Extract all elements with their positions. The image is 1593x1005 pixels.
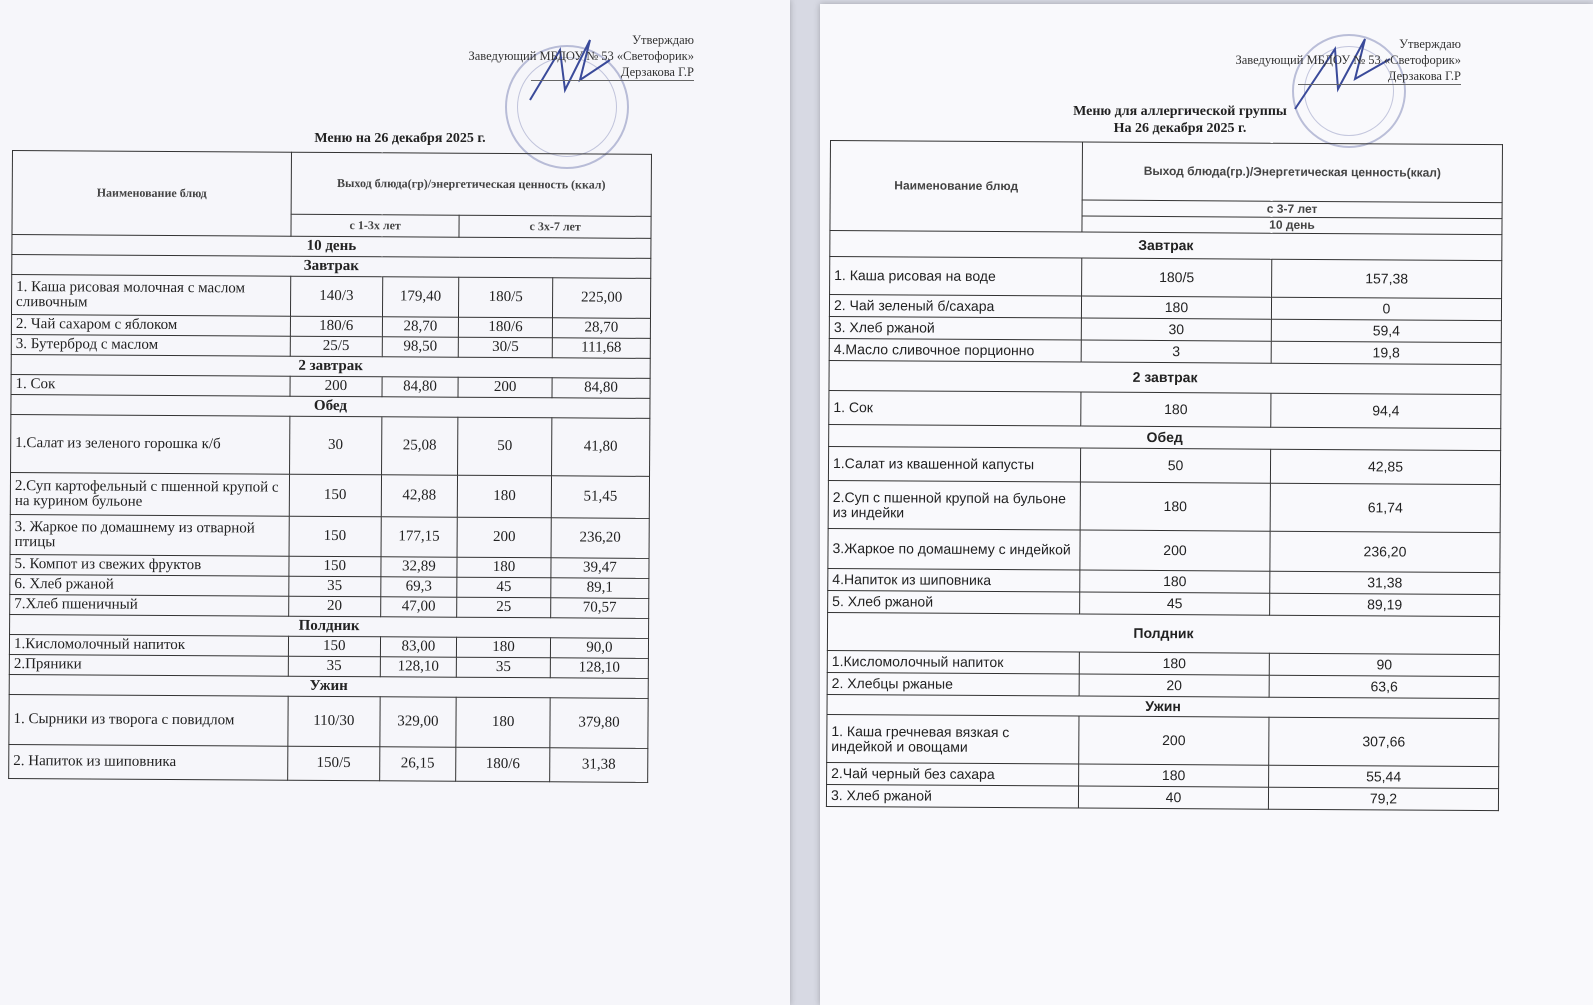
table-row bbox=[828, 528, 1500, 572]
dish-name: 1. Сырники из творога с повидлом bbox=[9, 694, 288, 746]
dish-value: 40 bbox=[1078, 786, 1268, 809]
header-age-3-7: с 3х-7 лет bbox=[459, 215, 651, 238]
dish-value: 180/6 bbox=[456, 747, 550, 782]
dish-value: 25 bbox=[457, 597, 551, 618]
dish-value: 30 bbox=[1081, 318, 1271, 341]
dish-value: 51,45 bbox=[551, 476, 649, 519]
dish-value: 84,80 bbox=[382, 377, 459, 397]
dish-value: 89,19 bbox=[1270, 593, 1500, 616]
dish-value: 140/3 bbox=[291, 276, 383, 317]
allergy-menu-table bbox=[826, 140, 1503, 811]
dish-name: 1. Каша рисовая молочная с маслом сливочным bbox=[11, 275, 290, 317]
dish-name: 2. Чай зеленый б/сахара bbox=[829, 295, 1081, 319]
dish-value: 150 bbox=[289, 556, 381, 577]
dish-name: 5. Компот из свежих фруктов bbox=[10, 554, 289, 576]
dish-value: 47,00 bbox=[380, 597, 457, 617]
table-row bbox=[829, 390, 1501, 428]
section-title: Ужин bbox=[827, 694, 1499, 718]
dish-value: 379,80 bbox=[550, 698, 648, 749]
dish-value: 41,80 bbox=[551, 418, 649, 477]
section-title: Полдник bbox=[827, 612, 1499, 654]
dish-value: 180 bbox=[1080, 482, 1270, 531]
approval-line-3: Дерзакова Г.Р bbox=[531, 64, 694, 81]
table-row bbox=[826, 784, 1498, 810]
dish-value: 180 bbox=[457, 637, 551, 658]
dish-name: 3. Хлеб ржаной bbox=[826, 784, 1078, 808]
dish-name: 2. Хлебцы ржаные bbox=[827, 672, 1079, 696]
day-label: 10 день bbox=[1082, 216, 1502, 235]
header-yield: Выход блюда(гр)/энергетическая ценность (ккал) bbox=[291, 152, 651, 216]
dish-name: 1.Салат из зеленого горошка к/б bbox=[11, 414, 290, 474]
section-title: Завтрак bbox=[830, 231, 1502, 261]
dish-value: 150 bbox=[288, 636, 380, 657]
dish-value: 20 bbox=[289, 596, 381, 617]
dish-name: 2.Пряники bbox=[9, 654, 288, 676]
approval-line-3: Дерзакова Г.Р bbox=[1298, 68, 1461, 85]
dish-value: 180 bbox=[1079, 764, 1269, 787]
dish-value: 45 bbox=[1080, 592, 1270, 615]
approval-block bbox=[1235, 36, 1461, 85]
dish-value: 42,88 bbox=[381, 475, 458, 517]
dish-value: 180 bbox=[1081, 392, 1271, 427]
dish-name: 2. Напиток из шиповника bbox=[9, 744, 288, 780]
dish-name: 1.Кисломолочный напиток bbox=[827, 650, 1079, 674]
dish-value: 19,8 bbox=[1271, 341, 1501, 364]
dish-value: 30/5 bbox=[459, 337, 553, 358]
dish-name: 3.Жаркое по домашнему с индейкой bbox=[828, 528, 1080, 570]
dish-value: 236,20 bbox=[551, 518, 649, 559]
dish-value: 307,66 bbox=[1269, 717, 1499, 766]
dish-name: 6. Хлеб ржаной bbox=[10, 574, 289, 596]
dish-value: 128,10 bbox=[550, 658, 648, 679]
dish-value: 157,38 bbox=[1272, 259, 1502, 298]
dish-name: 5. Хлеб ржаной bbox=[828, 590, 1080, 614]
section-title: Ужин bbox=[9, 674, 648, 698]
page-title-line-2: На 26 декабря 2025 г. bbox=[1113, 121, 1247, 136]
dish-value: 98,50 bbox=[382, 337, 459, 357]
dish-name: 1.Кисломолочный напиток bbox=[9, 634, 288, 656]
dish-value: 179,40 bbox=[382, 277, 459, 317]
dish-value: 150/5 bbox=[288, 746, 380, 781]
dish-name: 2. Чай сахаром с яблоком bbox=[11, 315, 290, 337]
dish-value: 200 bbox=[457, 517, 551, 558]
dish-value: 35 bbox=[457, 657, 551, 678]
dish-value: 83,00 bbox=[380, 637, 457, 657]
section-row bbox=[830, 231, 1502, 261]
dish-value: 35 bbox=[288, 656, 380, 677]
dish-value: 28,70 bbox=[382, 317, 459, 337]
dish-value: 180/5 bbox=[459, 277, 553, 318]
dish-name: 3. Жаркое по домашнему из отварной птицы bbox=[10, 514, 289, 556]
dish-value: 200 bbox=[1080, 530, 1270, 571]
approval-line-1: Утверждаю bbox=[632, 33, 694, 47]
dish-value: 150 bbox=[289, 474, 381, 517]
dish-value: 180/6 bbox=[459, 317, 553, 338]
dish-value: 69,3 bbox=[380, 577, 457, 597]
section-title: Завтрак bbox=[12, 255, 651, 279]
dish-value: 50 bbox=[458, 417, 552, 476]
dish-value: 110/30 bbox=[288, 696, 380, 747]
dish-value: 70,57 bbox=[551, 598, 649, 619]
dish-name: 4.Напиток из шиповника bbox=[828, 568, 1080, 592]
table-row bbox=[830, 257, 1502, 299]
dish-value: 180 bbox=[457, 557, 551, 578]
left-menu-table bbox=[8, 150, 652, 783]
dish-value: 89,1 bbox=[551, 578, 649, 599]
table-row bbox=[9, 694, 648, 748]
dish-name: 7.Хлеб пшеничный bbox=[10, 594, 289, 616]
dish-name: 3. Хлеб ржаной bbox=[829, 316, 1081, 340]
day-label: 10 день bbox=[12, 235, 651, 259]
dish-value: 180 bbox=[456, 697, 550, 748]
dish-value: 94,4 bbox=[1271, 393, 1501, 428]
dish-value: 32,89 bbox=[380, 557, 457, 577]
table-row bbox=[10, 514, 649, 558]
dish-value: 236,20 bbox=[1270, 531, 1500, 572]
dish-value: 200 bbox=[1079, 716, 1269, 765]
table-row bbox=[828, 480, 1500, 532]
dish-value: 63,6 bbox=[1269, 675, 1499, 698]
dish-value: 79,2 bbox=[1268, 787, 1498, 810]
dish-name: 1. Каша гречневая вязкая с индейкой и овощами bbox=[827, 714, 1079, 764]
dish-value: 0 bbox=[1271, 297, 1501, 320]
dish-value: 200 bbox=[290, 376, 382, 397]
approval-line-1: Утверждаю bbox=[1399, 37, 1461, 51]
dish-value: 45 bbox=[457, 577, 551, 598]
dish-value: 180 bbox=[458, 475, 552, 518]
dish-value: 39,47 bbox=[551, 558, 649, 579]
section-row bbox=[829, 360, 1501, 394]
section-row bbox=[827, 612, 1499, 654]
dish-value: 111,68 bbox=[552, 338, 650, 359]
dish-name: 2.Суп картофельный с пшенной крупой с на курином бульоне bbox=[10, 472, 289, 516]
table-row bbox=[827, 714, 1499, 766]
dish-value: 26,15 bbox=[379, 747, 456, 781]
dish-value: 128,10 bbox=[380, 657, 457, 677]
dish-value: 25/5 bbox=[290, 336, 382, 357]
header-dish-name: Наименование блюд bbox=[830, 141, 1083, 233]
dish-value: 180/5 bbox=[1082, 258, 1272, 297]
page-title bbox=[1000, 103, 1360, 137]
dish-value: 42,85 bbox=[1270, 449, 1500, 484]
header-yield: Выход блюда(гр.)/Энергетическая ценность(ккал) bbox=[1082, 142, 1502, 203]
allergy-menu-body bbox=[826, 141, 1502, 811]
dish-value: 329,00 bbox=[379, 697, 456, 747]
dish-value: 61,74 bbox=[1270, 483, 1500, 532]
table-row bbox=[11, 414, 650, 476]
dish-name: 2.Чай черный без сахара bbox=[827, 762, 1079, 786]
dish-value: 90,0 bbox=[550, 638, 648, 659]
table-row bbox=[828, 446, 1500, 484]
section-title: Полдник bbox=[10, 614, 649, 638]
approval-line-2: Заведующий МБДОУ № 53 «Светофорик» bbox=[468, 49, 694, 63]
dish-value: 200 bbox=[458, 377, 552, 398]
dish-value: 31,38 bbox=[550, 748, 648, 783]
dish-name: 1. Каша рисовая на воде bbox=[830, 257, 1082, 297]
dish-value: 28,70 bbox=[552, 318, 650, 339]
dish-value: 150 bbox=[289, 516, 381, 557]
table-row bbox=[9, 744, 648, 782]
dish-value: 177,15 bbox=[381, 517, 458, 557]
table-row bbox=[11, 275, 650, 319]
dish-value: 50 bbox=[1080, 448, 1270, 483]
section-title: 2 завтрак bbox=[11, 354, 650, 378]
dish-value: 84,80 bbox=[552, 378, 650, 399]
dish-value: 55,44 bbox=[1269, 765, 1499, 788]
dish-name: 3. Бутерброд с маслом bbox=[11, 334, 290, 356]
dish-value: 180 bbox=[1081, 296, 1271, 319]
dish-value: 180/6 bbox=[290, 316, 382, 337]
left-menu-body bbox=[9, 151, 652, 783]
dish-value: 30 bbox=[290, 416, 382, 475]
dish-value: 225,00 bbox=[552, 278, 650, 319]
page-title: Меню на 26 декабря 2025 г. bbox=[314, 131, 486, 146]
dish-name: 4.Масло сливочное порционно bbox=[829, 338, 1081, 362]
dish-name: 2.Суп с пшенной крупой на бульоне из индейки bbox=[828, 480, 1080, 530]
dish-name: 1. Сок bbox=[11, 374, 290, 396]
header-dish-name: Наименование блюд bbox=[12, 151, 292, 237]
approval-block bbox=[468, 32, 694, 81]
page-title-line-1: Меню для аллергической группы bbox=[1073, 104, 1287, 119]
header-age-3-7: с 3-7 лет bbox=[1082, 200, 1502, 219]
dish-value: 20 bbox=[1079, 674, 1269, 697]
header-age-1-3: с 1-3х лет bbox=[291, 214, 459, 237]
dish-value: 31,38 bbox=[1270, 571, 1500, 594]
dish-name: 1.Салат из квашенной капусты bbox=[828, 446, 1080, 482]
dish-value: 59,4 bbox=[1271, 319, 1501, 342]
dish-value: 180 bbox=[1079, 652, 1269, 675]
section-title: Обед bbox=[829, 424, 1501, 450]
dish-value: 3 bbox=[1081, 340, 1271, 363]
section-title: 2 завтрак bbox=[829, 360, 1501, 394]
dish-value: 90 bbox=[1269, 653, 1499, 676]
approval-line-2: Заведующий МБДОУ № 53 «Светофорик» bbox=[1235, 53, 1461, 67]
dish-value: 35 bbox=[289, 576, 381, 597]
dish-value: 180 bbox=[1080, 570, 1270, 593]
table-row bbox=[10, 472, 649, 518]
dish-name: 1. Сок bbox=[829, 390, 1081, 426]
dish-value: 25,08 bbox=[381, 417, 458, 475]
section-title: Обед bbox=[11, 394, 650, 418]
